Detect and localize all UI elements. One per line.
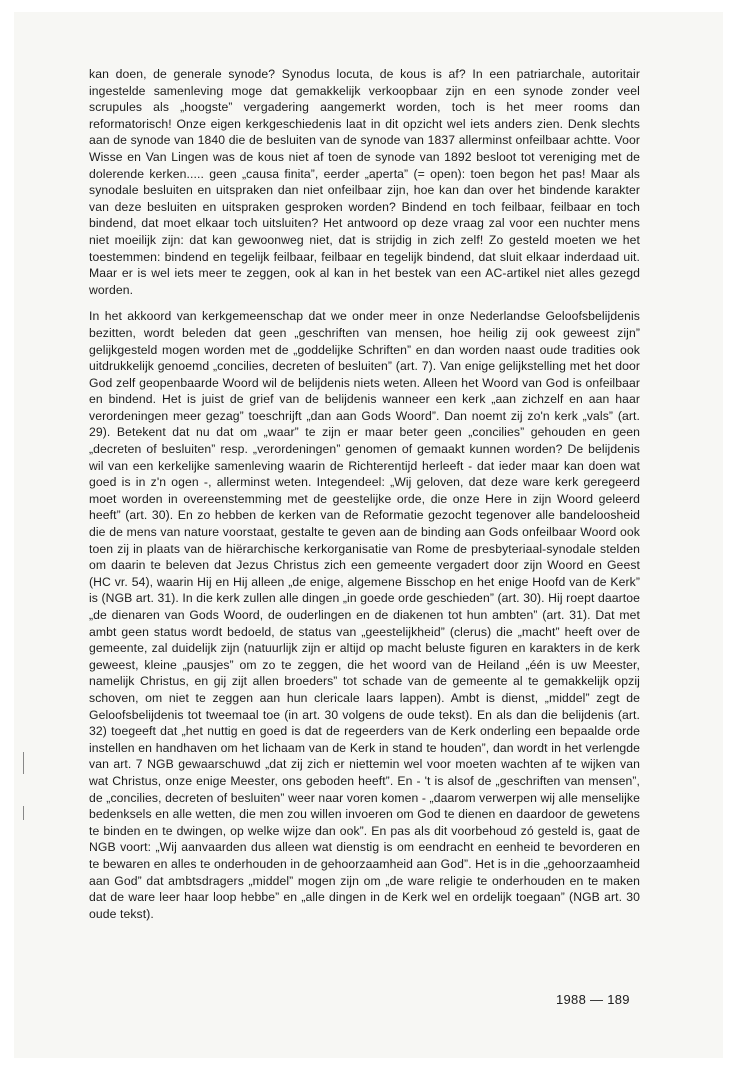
paragraph-2: In het akkoord van kerkgemeenschap dat we onder meer in onze Nederlandse Geloofsbelijdenis bezitten, wordt beleden dat geen „geschriften van mensen, hoe heilig zij ook geweest zijn” gelijkgesteld mogen worden met de „goddelijke Schriften” en dan worden naast oude tradities ook uitdrukkelijk genoemd „concilies, decreten of besluiten” (art. 7). Van enige gelijkstelling met het door God zelf geopenbaarde Woord wil de belijdenis niets weten. Alleen het Woord van God is onfeilbaar en bindend. Het is juist de grief van de belijdenis wanneer een kerk „aan zichzelf en aan haar verordeningen meer gezag” toeschrijft „dan aan Gods Woord”. Dan noemt zij zo'n kerk „vals” (art. 29). Betekent dat nu dat om „waar” te zijn er maar beter geen „concilies” gehouden en geen „decreten of besluiten” resp. „verordeningen” genomen of gemaakt kunnen worden? De belijdenis wil van een kerkelijke samenleving waarin de Richterentijd herleeft - dat ieder maar kan doen wat goed is in z'n ogen -, allerminst weten. Integendeel: „Wij geloven, dat deze ware kerk geregeerd moet worden in overeenstemming met de geestelijke orde, die onze Here in zijn Woord geleerd heeft” (art. 30). En zo hebben de kerken van de Reformatie gezocht tegenover alle bandeloosheid die de mens van nature voorstaat, gestalte te geven aan de binding aan Gods onfeilbaar Woord ook toen zij in plaats van de hiërarchische kerkorganisatie van Rome de presbyteriaal-synodale stelden om daarin te beleven dat Jezus Christus zich een gemeente vergadert door zijn Woord en Geest (HC vr. 54), waarin Hij en Hij alleen „de enige, algemene Bisschop en het enige Hoofd van de Kerk” is (NGB art. 31). In die kerk zullen alle dingen „in goede orde geschieden” (art. 30). Hij roept daartoe „de dienaren van Gods Woord, de ouderlingen en de diakenen tot hun ambten” (art. 31). Dat met ambt geen status wordt bedoeld, de status van „geestelijkheid” (clerus) die „macht” heeft over de gemeente, zal duidelijk zijn (natuurlijk zijn er altijd op macht beluste figuren en karakters in de kerk geweest, kleine „pausjes” om zo te zeggen, die het woord van de Heiland „één is uw Meester, namelijk Christus, en gij zijt allen broeders” tot schade van de gemeente al te gemakkelijk opzij schoven, om niet te zeggen aan hun clericale laars lappen). Ambt is dienst, „middel” zegt de Geloofsbelijdenis tot tweemaal toe (in art. 30 volgens de oude tekst). En als dan die belijdenis (art. 32) toegeeft dat „het nuttig en goed is dat de regeerders van de Kerk onderling een bepaalde orde instellen en handhaven om het lichaam van de Kerk in stand te houden”, dan wordt in het verlengde van art. 7 NGB gewaarschuwd „dat zij zich er niettemin wel voor moeten wachten af te wijken van wat Christus, onze enige Meester, ons geboden heeft”. En - 't is alsof de „geschriften van mensen”, de „concilies, decreten of besluiten” weer naar voren komen - „daarom verwerpen wij alle menselijke bedenksels en alle wetten, die men zou willen invoeren om God te dienen en daardoor de gewetens te binden en te dwingen, op welke wijze dan ook”. En pas als dit voorbehoud zó gesteld is, gaat de NGB voort: „Wij aanvaarden dus alleen wat dienstig is om eendracht en eenheid te bevorderen en te bewaren en alles te onderhouden in de gehoorzaamheid aan God”. Het is in die „gehoorzaamheid aan God” dat ambtsdragers „middel” mogen zijn om „de ware religie te onderhouden en te maken dat de ware leer haar loop hebbe” en „alle dingen in de Kerk wel en ordelijk toegaan” (NGB art. 30 oude tekst). [89, 309, 640, 921]
page-number: 1988 — 189 [556, 992, 630, 1007]
scan-edge [723, 0, 738, 1068]
margin-mark [23, 806, 24, 820]
body-text [89, 66, 640, 922]
margin-mark [23, 752, 24, 774]
paragraph-1: kan doen, de generale synode? Synodus locuta, de kous is af? In een patriarchale, autoritair ingestelde samenleving moge dat gemakkelijk verkoopbaar zijn en een synode zonder veel scrupules als „hoogste” vergadering aangemerkt worden, toch is het meer rooms dan reformatorisch! Onze eigen kerkgeschiedenis laat in dit opzicht wel iets anders zien. Denk slechts aan de synode van 1840 die de besluiten van de synode van 1837 allerminst onfeilbaar achtte. Voor Wisse en Van Lingen was de kous niet af toen de synode van 1892 besloot tot vereniging met de dolerende kerken..... geen „causa finita”, eerder „aperta” (= open): toen begon het pas! Maar als synodale besluiten en uitspraken dan niet onfeilbaar zijn, hoe kan dan over het bindende karakter van deze besluiten en uitspraken gesproken worden? Bindend en toch feilbaar, feilbaar en toch bindend, dat moet elkaar toch uitsluiten? Het antwoord op deze vraag zal voor een nuchter mens niet moeilijk zijn: dat kan gewoonweg niet, dat is strijdig in zich zelf! Zo gesteld moeten we het toestemmen: bindend en tegelijk feilbaar, feilbaar en tegelijk bindend, dat sluit elkaar inderdaad uit. Maar er is wel iets meer te zeggen, ook al kan in het bestek van een AC-artikel niet alles gezegd worden. [89, 67, 640, 297]
